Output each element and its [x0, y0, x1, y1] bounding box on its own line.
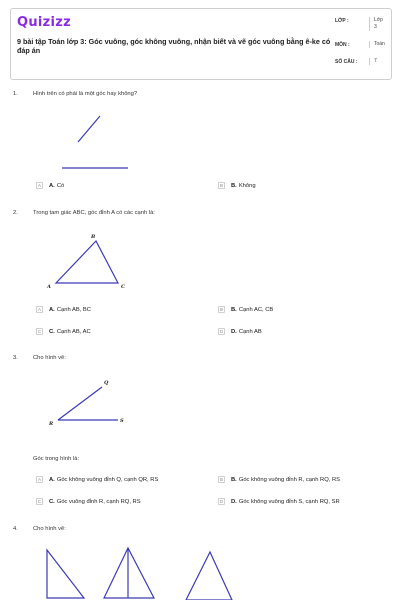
question-subtext: Góc trong hình là:	[33, 456, 80, 462]
option-box: D	[219, 329, 224, 334]
option-letter: C.	[49, 328, 55, 335]
option-text: Không	[238, 182, 256, 189]
option-text: Cạnh AB, BC	[56, 306, 91, 313]
point-label-r: R	[49, 421, 54, 427]
right-triangle	[47, 550, 84, 598]
question-number: 2.	[13, 210, 18, 216]
option-text: Cạnh AB, AC	[56, 328, 91, 335]
option-text: Cạnh AC, CB	[238, 306, 274, 313]
class-label: LỚP :	[335, 18, 349, 24]
question-number: 1.	[13, 91, 18, 97]
option-letter: D.	[231, 498, 237, 505]
option-letter: C.	[49, 498, 55, 505]
option-letter: A.	[49, 182, 55, 189]
option-letter: A.	[49, 476, 55, 483]
option-letter: D.	[231, 328, 237, 335]
option-box: B	[219, 477, 223, 482]
question-number: 3.	[13, 355, 18, 361]
option-text: Góc không vuông đỉnh Q, cạnh QR, RS	[56, 476, 159, 483]
option-box: C	[37, 329, 42, 334]
question-count-value: 7	[369, 58, 377, 65]
class-value: Lớp 3	[369, 17, 386, 31]
option-text: Góc không vuông đỉnh S, cạnh RQ, SR	[238, 498, 340, 505]
point-label-c: C	[121, 284, 125, 290]
option-text: Góc không vuông đỉnh R, cạnh RQ, RS	[238, 476, 340, 483]
option-letter: A.	[49, 306, 55, 313]
option-box: B	[219, 183, 223, 188]
question-text: Cho hình vẽ:	[33, 355, 66, 361]
worksheet-title: 9 bài tập Toán lớp 3: Góc vuông, góc không vuông, nhận biết và vẽ góc vuông bằng ê-ke có đáp án	[17, 37, 331, 55]
point-label-b: B	[91, 234, 96, 240]
question-text: Trong tam giác ABC, góc đỉnh A có các cạnh là:	[33, 210, 155, 216]
option-box: A	[37, 477, 41, 482]
option-text: Cạnh AB	[238, 328, 262, 335]
point-label-a: A	[47, 284, 51, 290]
question-count-label: SỐ CÂU :	[335, 59, 358, 65]
option-box: C	[37, 499, 42, 504]
option-letter: B.	[231, 306, 237, 313]
subject-value: Toán	[369, 41, 385, 48]
acute-triangle	[186, 552, 232, 600]
quizizz-logo: Quizizz	[17, 15, 72, 30]
question-number: 4.	[13, 526, 18, 532]
question-text: Cho hình vẽ:	[33, 526, 66, 532]
point-label-q: Q	[104, 380, 109, 386]
option-text: Góc vuông đỉnh R, cạnh RQ, RS	[56, 498, 141, 505]
option-box: A	[37, 183, 41, 188]
option-letter: B.	[231, 476, 237, 483]
isosceles-triangle	[104, 548, 154, 598]
option-box: A	[37, 307, 41, 312]
option-text: Có	[56, 182, 65, 189]
question-text: Hình trên có phải là một góc hay không?	[33, 91, 138, 97]
point-label-s: S	[120, 418, 124, 424]
subject-label: MÔN :	[335, 42, 350, 48]
option-letter: B.	[231, 182, 237, 189]
option-box: D	[219, 499, 224, 504]
option-box: B	[219, 307, 223, 312]
